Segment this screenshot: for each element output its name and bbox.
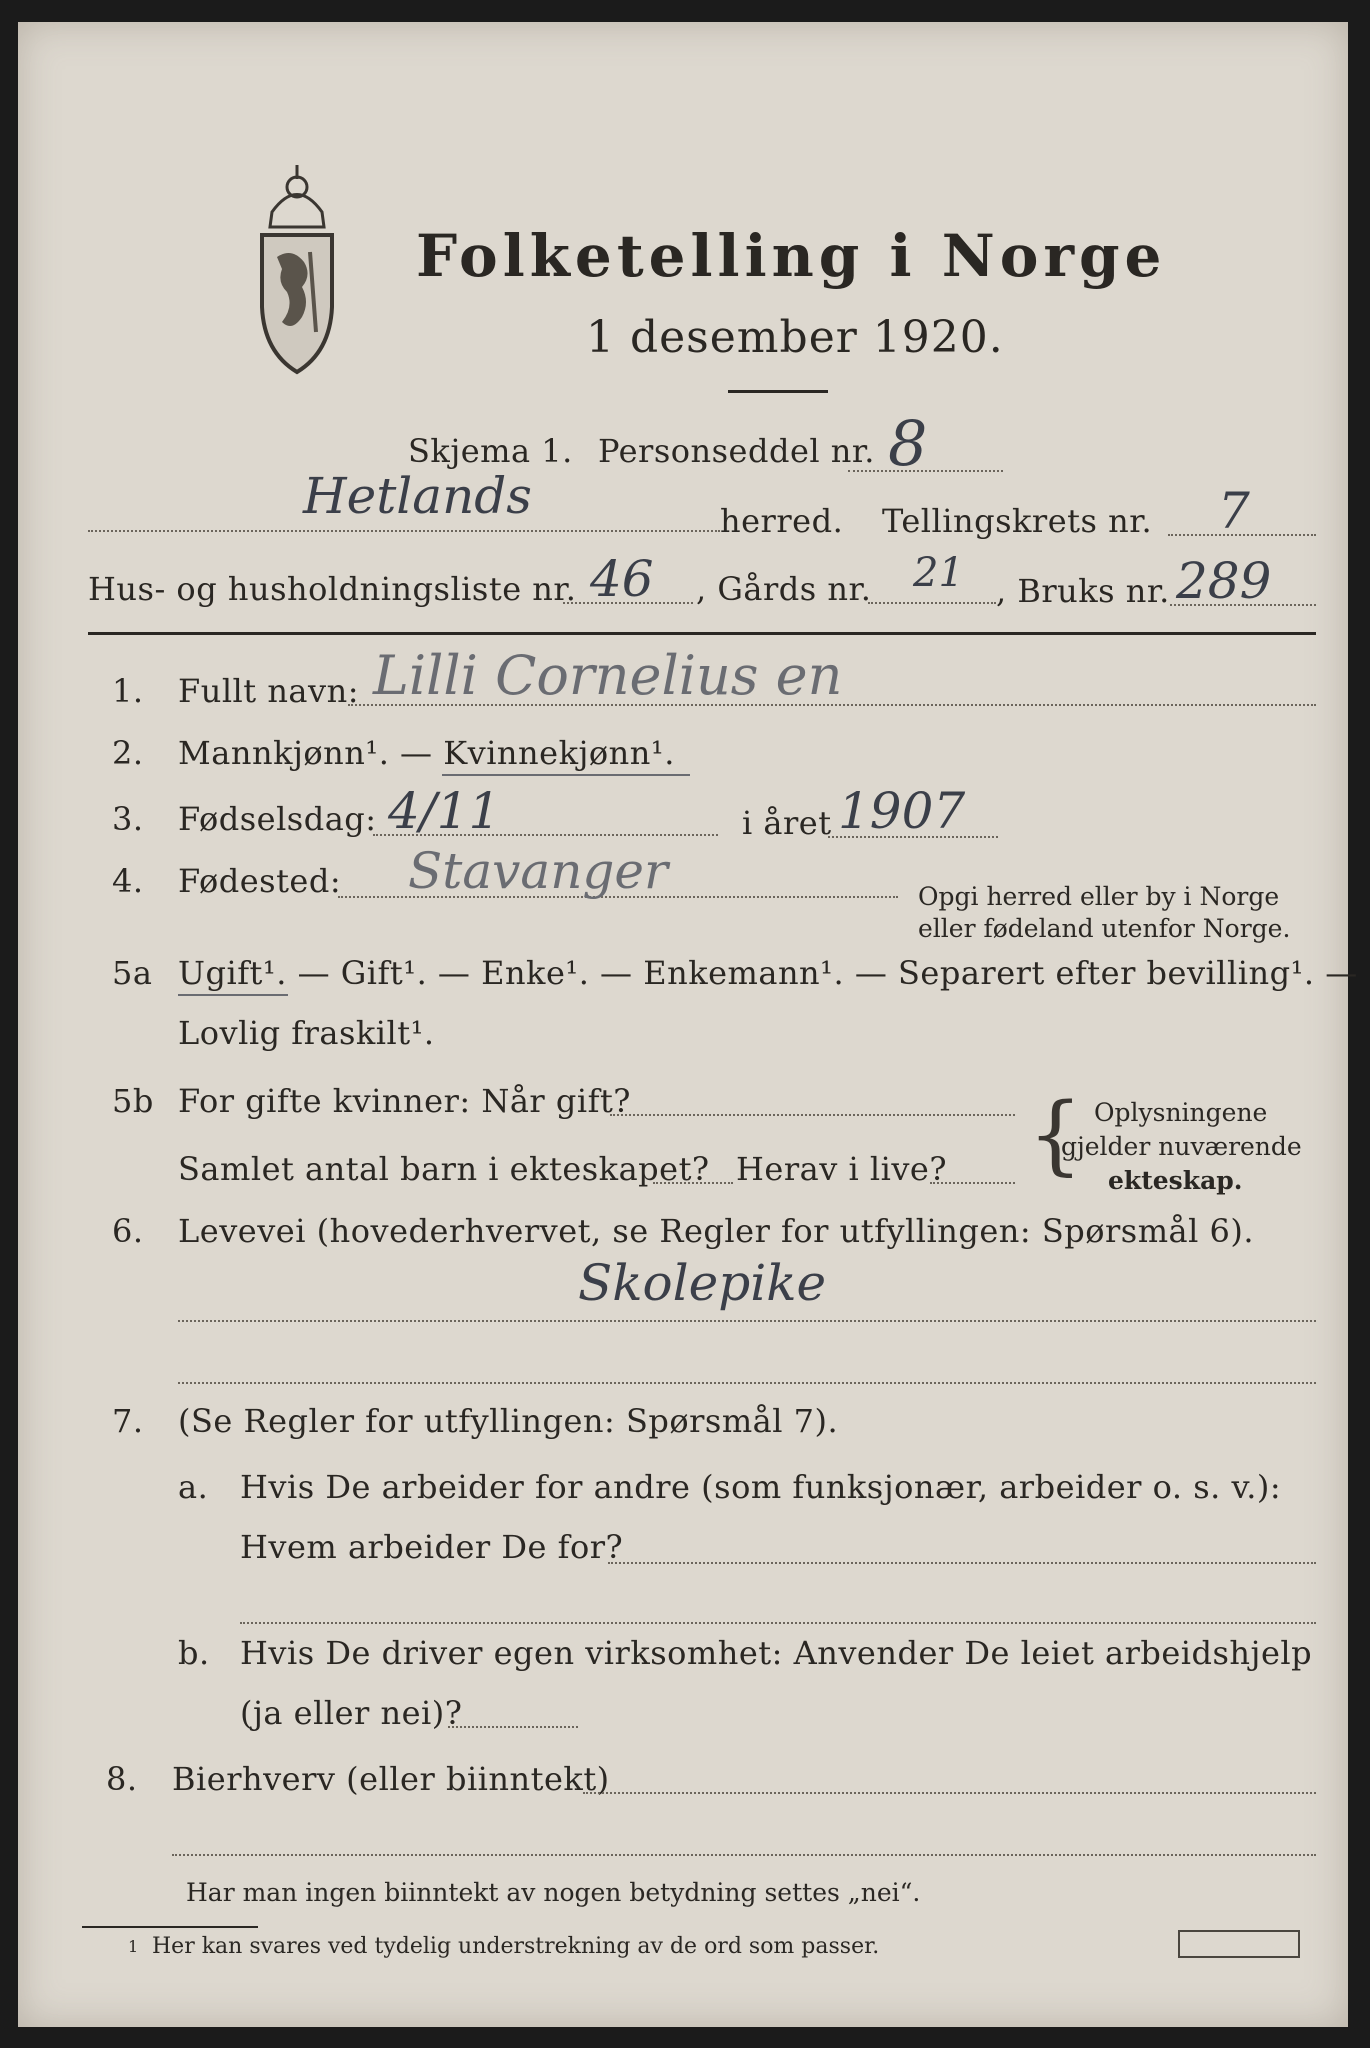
norway-coat-of-arms-icon [252,157,342,377]
personseddel-label: Personseddel nr. [598,432,875,470]
q5b-brace: { [1028,1085,1083,1185]
gards-value: 21 [913,550,964,596]
footnote-text: Her kan svares ved tydelig understrekning av de ord som passer. [152,1934,880,1959]
q2-number: 2. [112,734,144,772]
tellingskrets-value: 7 [1218,482,1250,540]
husliste-label: Hus- og husholdningsliste nr. [88,570,577,608]
q5b-note-2: gjelder nuværende [1061,1132,1302,1161]
q6-line-1 [178,1320,1316,1322]
q7b-label-2: (ja eller nei)? [240,1694,463,1732]
q3-birth-day: 4/11 [388,782,501,840]
q3-label: Fødselsdag: [178,800,377,838]
personseddel-value: 8 [888,407,928,480]
q5b-label-3: Herav i live? [736,1150,948,1188]
form-title: Folketelling i Norge [416,222,1167,290]
herred-label: herred. [720,502,844,540]
q3-year-label: i året [742,804,832,842]
q4-note-line-1: Opgi herred eller by i Norge [918,882,1280,911]
q5b-children-line [653,1182,733,1184]
q7b-line [448,1726,578,1728]
q8-line-2 [172,1854,1316,1856]
q7a-line-1 [608,1562,1316,1564]
q5b-married-line [610,1114,1015,1116]
title-divider [728,390,828,393]
tellingskrets-label: Tellingskrets nr. [882,502,1153,540]
q8-label: Bierhverv (eller biinntekt) [172,1760,610,1798]
husliste-value: 46 [590,550,654,608]
herred-value: Hetlands [303,467,532,525]
q8-number: 8. [106,1760,138,1798]
herred-line [88,530,720,532]
q7b-letter: b. [178,1634,210,1672]
q4-birthplace: Stavanger [408,842,668,900]
q6-label: Levevei (hovederhvervet, se Regler for utfyllingen: Spørsmål 6). [178,1212,1255,1250]
q3-number: 3. [112,800,144,838]
schema-label: Skjema 1. [408,432,573,470]
q3-birth-year: 1907 [838,782,966,840]
q4-number: 4. [112,862,144,900]
footnote-divider [82,1926,258,1928]
printer-stamp [1178,1930,1300,1958]
q5b-note-3: ekteskap. [1108,1166,1243,1195]
header-divider [88,632,1316,635]
q5b-alive-line [930,1182,1015,1184]
bruks-label: , Bruks nr. [996,572,1170,610]
q5b-label-2: Samlet antal barn i ekteskapet? [178,1150,710,1188]
q5a-number: 5a [112,954,153,992]
q7a-label: Hvis De arbeider for andre (som funksjonær, arbeider o. s. v.): [240,1468,1282,1506]
gards-line [868,602,996,604]
footnote-mark: 1 [128,1937,139,1956]
q5b-label: For gifte kvinner: Når gift? [178,1082,631,1120]
q5a-underline-ugift [178,994,288,996]
q5a-label-2: Lovlig fraskilt¹. [178,1014,435,1052]
q7a-line-2 [240,1622,1316,1624]
q1-label: Fullt navn: [178,672,359,710]
q8-line-1 [583,1792,1316,1794]
q5b-number: 5b [112,1082,154,1120]
census-form-page [18,22,1358,2027]
q2-underline-kvinnekjonn [442,774,690,776]
q7a-label-2: Hvem arbeider De for? [240,1528,624,1566]
q1-full-name: Lilli Cornelius en [373,644,843,707]
bruks-value: 289 [1176,552,1272,610]
q4-label: Fødested: [178,862,342,900]
q6-number: 6. [112,1212,144,1250]
q5a-label: Ugift¹. — Gift¹. — Enke¹. — Enkemann¹. — Separert efter bevilling¹. — [178,954,1358,992]
q7a-letter: a. [178,1468,209,1506]
q2-label: Mannkjønn¹. — Kvinnekjønn¹. [178,734,675,772]
q1-number: 1. [112,672,144,710]
q8-note: Har man ingen biinntekt av nogen betydning settes „nei“. [186,1878,921,1907]
q6-line-2 [178,1382,1316,1384]
q7-label: (Se Regler for utfyllingen: Spørsmål 7). [178,1402,839,1440]
census-date: 1 desember 1920. [586,312,1004,363]
q5b-note-1: Oplysningene [1094,1098,1268,1127]
q6-occupation: Skolepike [578,1254,827,1312]
q7b-label: Hvis De driver egen virksomhet: Anvender De leiet arbeidshjelp [240,1634,1313,1672]
gards-label: , Gårds nr. [696,570,872,608]
q4-note-line-2: eller fødeland utenfor Norge. [918,914,1291,943]
q7-number: 7. [112,1402,144,1440]
